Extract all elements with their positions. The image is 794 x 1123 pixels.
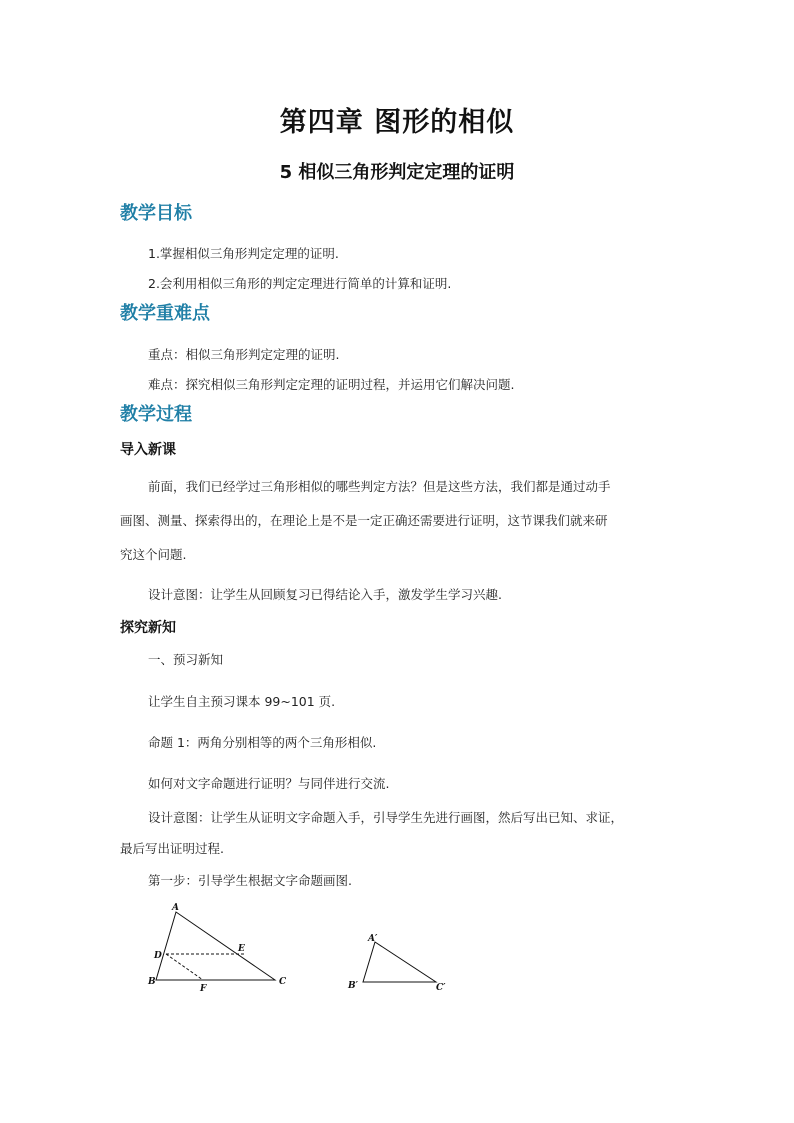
label-c-prime: C′ <box>436 983 446 993</box>
objective-item: 2.会利用相似三角形的判定定理进行简单的计算和证明. <box>148 276 452 291</box>
explore-design-line: 最后写出证明过程. <box>120 841 224 856</box>
lesson-title: 5 相似三角形判定定理的证明 <box>279 162 515 183</box>
objective-item: 1.掌握相似三角形判定定理的证明. <box>148 246 339 261</box>
label-d: D <box>154 951 162 961</box>
section-heading-process: 教学过程 <box>120 404 192 425</box>
triangle-abc <box>156 912 275 980</box>
label-c: C <box>279 977 287 987</box>
intro-line: 前面，我们已经学过三角形相似的哪些判定方法？但是这些方法，我们都是通过动手 <box>148 479 611 494</box>
label-b: B <box>148 977 156 987</box>
explore-line: 一、预习新知 <box>148 652 224 667</box>
explore-line: 让学生自主预习课本 99~101 页. <box>148 694 336 709</box>
triangle-figure <box>140 898 460 998</box>
intro-line: 画图、测量、探索得出的，在理论上是不是一定正确还需要进行证明，这节课我们就来研 <box>120 513 608 528</box>
explore-line: 如何对文字命题进行证明？与同伴进行交流. <box>148 776 390 791</box>
label-e: E <box>238 944 245 954</box>
difficulty-text: 探究相似三角形判定定理的证明过程，并运用它们解决问题. <box>185 377 515 392</box>
label-a-prime: A′ <box>368 934 378 944</box>
label-b-prime: B′ <box>348 981 358 991</box>
label-f: F <box>200 984 207 994</box>
sub-heading-explore: 探究新知 <box>120 620 176 636</box>
triangle-abc-prime <box>363 942 436 982</box>
focus-line <box>148 345 340 363</box>
sub-heading-intro: 导入新课 <box>120 442 176 458</box>
focus-text: 相似三角形判定定理的证明. <box>185 347 340 362</box>
focus-label: 重点： <box>148 347 186 362</box>
step-one-line: 第一步：引导学生根据文字命题画图. <box>148 873 352 888</box>
section-heading-key-points: 教学重难点 <box>120 303 210 324</box>
intro-design-note: 设计意图：让学生从回顾复习已得结论入手，激发学生学习兴趣. <box>148 587 502 602</box>
segment-df <box>166 954 203 980</box>
chapter-title: 第四章 图形的相似 <box>279 107 515 138</box>
label-a: A <box>172 903 179 913</box>
intro-line: 究这个问题. <box>120 547 187 562</box>
difficulty-label: 难点： <box>148 377 186 392</box>
explore-line: 命题 1：两角分别相等的两个三角形相似. <box>148 735 377 750</box>
difficulty-line <box>148 375 515 393</box>
explore-design-line: 设计意图：让学生从证明文字命题入手，引导学生先进行画图，然后写出已知、求证， <box>148 810 624 825</box>
section-heading-objectives: 教学目标 <box>120 203 192 224</box>
